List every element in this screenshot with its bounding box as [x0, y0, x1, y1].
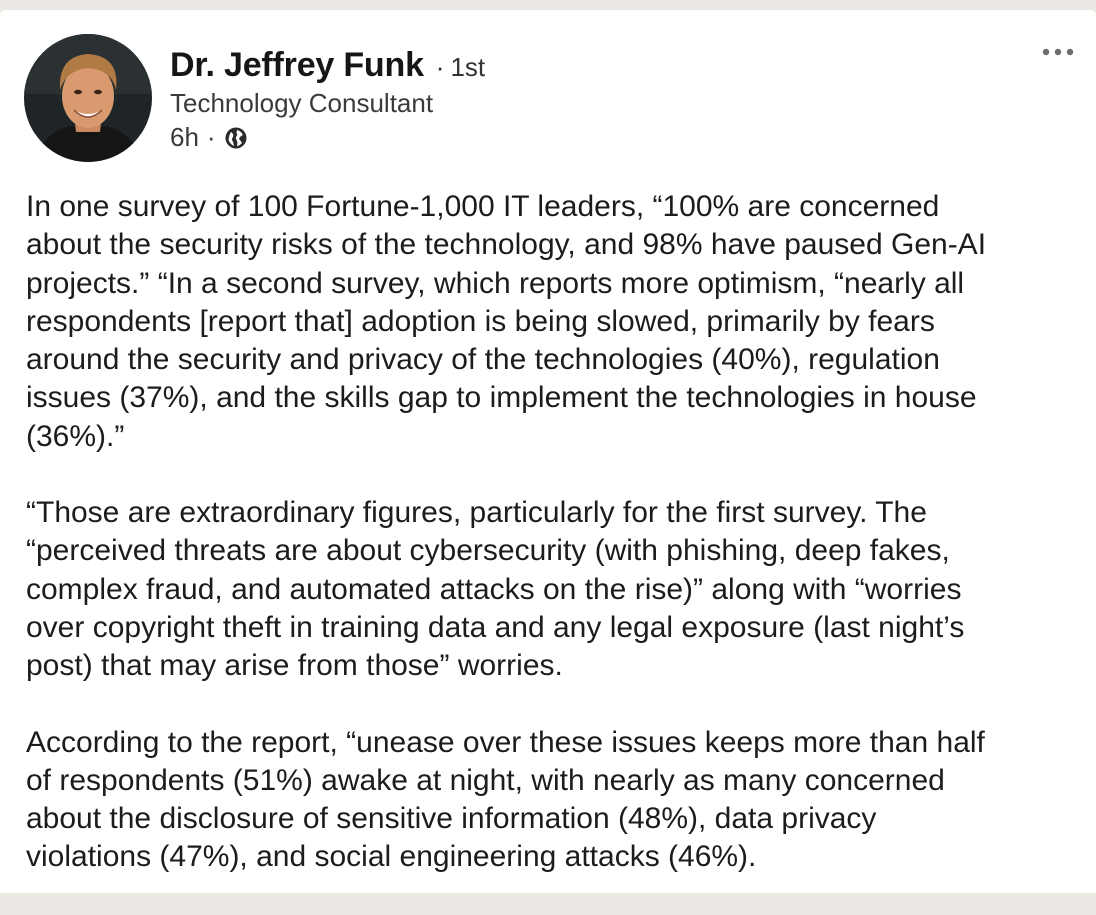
author-headline: Technology Consultant	[170, 88, 434, 118]
post-meta	[170, 122, 248, 153]
avatar[interactable]	[24, 34, 152, 162]
post-paragraph-2: “Those are extraordinary figures, particularly for the first survey. The “perceived threats are about cybersecurity (with phishing, deep fakes, complex fraud, and automated attacks on the rise)” along with “worries over copyright theft in training data and any legal exposure (last night’s post) that may arise from those” worries.	[26, 496, 965, 683]
author-line	[170, 46, 485, 85]
globe-icon	[224, 126, 248, 150]
avatar-image	[24, 34, 152, 162]
post-card	[0, 10, 1096, 893]
degree-separator: ·	[435, 52, 445, 82]
post-timestamp: 6h	[170, 122, 199, 152]
connection-degree: 1st	[450, 52, 486, 82]
ellipsis-icon	[1041, 47, 1075, 57]
author-name[interactable]: Dr. Jeffrey Funk	[170, 46, 424, 84]
meta-separator: ·	[206, 122, 216, 152]
more-options-button[interactable]	[1038, 40, 1078, 64]
post-paragraph-3: According to the report, “unease over these issues keeps more than half of respondents (51%) awake at night, with nearly as many concerned about the disclosure of sensitive information (48%), data privacy violations (47%), and social engineering attacks (46%).	[26, 725, 985, 874]
post-body	[26, 188, 1076, 915]
post-paragraph-1: In one survey of 100 Fortune-1,000 IT leaders, “100% are concerned about the security risks of the technology, and 98% have paused Gen-AI projects.” “In a second survey, which reports more optimism, “nearly all respondents [report that] adoption is being slowed, primarily by fears around the security and privacy of the technologies (40%), regulation issues (37%), and the skills gap to implement the technologies in house (36%).”	[26, 190, 987, 453]
